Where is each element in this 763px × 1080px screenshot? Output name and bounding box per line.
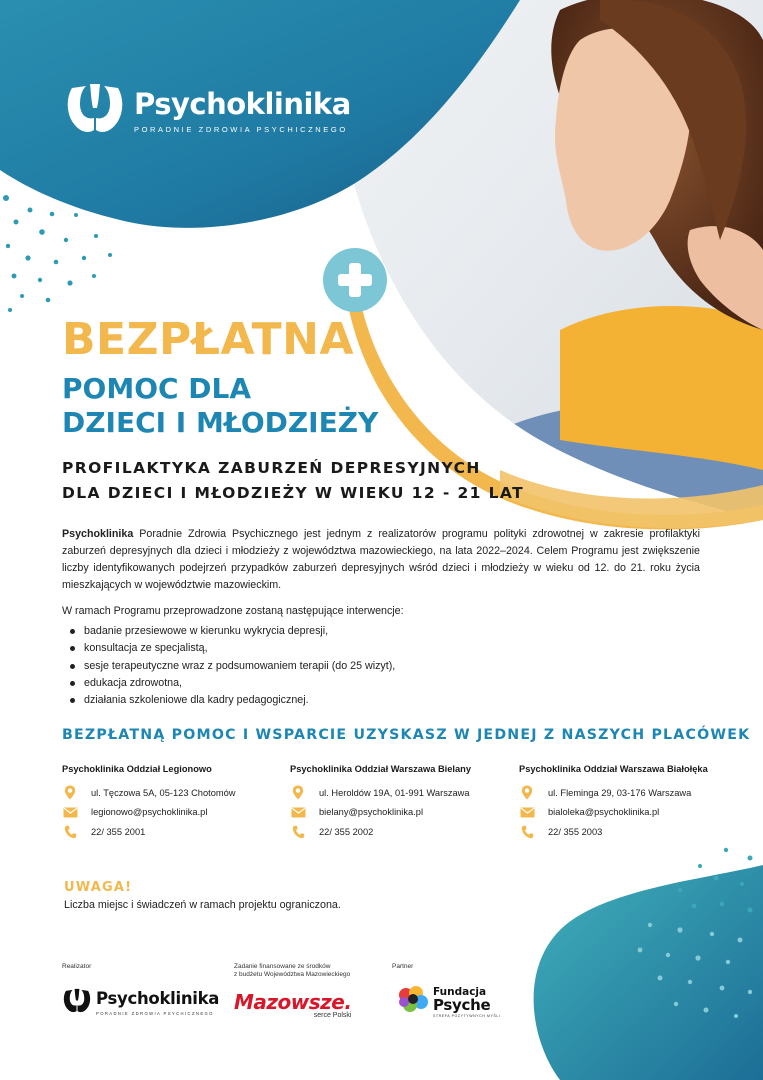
location-address: ul. Heroldów 19A, 01-991 Warszawa bbox=[319, 787, 470, 798]
plus-icon bbox=[323, 248, 387, 312]
location-email[interactable]: bialoleka@psychoklinika.pl bbox=[548, 807, 660, 818]
list-item: konsultacja ze specjalistą, bbox=[62, 640, 395, 657]
list-item: działania szkoleniowe dla kadry pedagogicznej. bbox=[62, 692, 395, 709]
intro-paragraph bbox=[62, 526, 700, 594]
location-phone-row bbox=[290, 822, 510, 842]
funding-label-line1: Zadanie finansowane ze środków bbox=[234, 963, 331, 970]
list-intro: W ramach Programu przeprowadzone zostaną następujące interwencje: bbox=[62, 605, 404, 617]
envelope-icon bbox=[519, 804, 535, 820]
list-item: badanie przesiewowe w kierunku wykrycia depresji, bbox=[62, 623, 395, 640]
mazowsze-logo-text: Mazowsze. bbox=[234, 990, 352, 1014]
interventions-list bbox=[62, 623, 395, 709]
subheadline bbox=[62, 456, 524, 506]
location-address: ul. Tęczowa 5A, 05-123 Chotomów bbox=[91, 787, 236, 798]
location-name: Psychoklinika Oddział Warszawa Białołęka bbox=[519, 764, 708, 774]
location-phone-row bbox=[62, 822, 282, 842]
location-email-row bbox=[62, 803, 282, 823]
realizator-label: Realizator bbox=[62, 963, 92, 970]
partner-label: Partner bbox=[392, 963, 414, 970]
location-phone-row bbox=[519, 822, 739, 842]
notice-title: UWAGA! bbox=[64, 880, 133, 895]
location-phone[interactable]: 22/ 355 2003 bbox=[548, 826, 603, 837]
phone-icon bbox=[290, 824, 306, 840]
realizator-logo-title: Psychoklinika bbox=[96, 989, 220, 1009]
partner-logo-line2: Psyche bbox=[433, 995, 491, 1014]
notice-text: Liczba miejsc i świadczeń w ramach projektu ograniczona. bbox=[64, 899, 341, 911]
realizator-logo[interactable] bbox=[62, 987, 219, 1020]
map-pin-icon bbox=[290, 785, 306, 801]
location-address-row bbox=[62, 783, 282, 803]
logo-subtitle: PORADNIE ZDROWIA PSYCHICZNEGO bbox=[134, 124, 348, 134]
fundacja-psyche-logo[interactable] bbox=[396, 985, 501, 1020]
location-name: Psychoklinika Oddział Legionowo bbox=[62, 764, 212, 774]
mazowsze-logo-subtitle: serce Polski bbox=[313, 1012, 352, 1019]
funding-label-line2: z budżetu Województwa Mazowieckiego bbox=[234, 971, 351, 978]
location-address: ul. Fleminga 29, 03-176 Warszawa bbox=[548, 787, 692, 798]
location-phone[interactable]: 22/ 355 2001 bbox=[91, 826, 146, 837]
list-item: edukacja zdrowotna, bbox=[62, 675, 395, 692]
location-email[interactable]: legionowo@psychoklinika.pl bbox=[91, 807, 208, 818]
map-pin-icon bbox=[62, 785, 78, 801]
partner-logo-subtitle: STREFA POZYTYWNYCH MYŚLI bbox=[433, 1013, 501, 1018]
psychoklinika-head-icon bbox=[64, 80, 126, 143]
envelope-icon bbox=[290, 804, 306, 820]
intro-text: Poradnie Zdrowia Psychicznego jest jednym z realizatorów programu polityki zdrowotnej w zakresie profilaktyki zaburzeń depresyjnych dla dzieci i młodzieży z województwa mazowieckiego, na lata 2022–2024. Celem Programu jest zwiększenie liczby identyfikowanych podejrzeń przypadków zaburzeń depresyjnych wśród dzieci i młodzieży w wieku od 12. do 21. roku życia mieszkających w województwie mazowieckim. bbox=[62, 528, 700, 591]
phone-icon bbox=[519, 824, 535, 840]
phone-icon bbox=[62, 824, 78, 840]
location-email-row bbox=[519, 803, 739, 823]
headline-help bbox=[62, 372, 378, 440]
headline-free: BEZPŁATNA bbox=[62, 314, 355, 365]
location-address-row bbox=[519, 783, 739, 803]
location-address-row bbox=[290, 783, 510, 803]
realizator-logo-subtitle: PORADNIE ZDROWIA PSYCHICZNEGO bbox=[96, 1010, 214, 1016]
location-name: Psychoklinika Oddział Warszawa Bielany bbox=[290, 764, 472, 774]
location-email-row bbox=[290, 803, 510, 823]
partner-logo-line1: Fundacja bbox=[433, 986, 487, 999]
headline-help-line2: DZIECI I MŁODZIEŻY bbox=[62, 406, 379, 439]
headline-help-line1: POMOC DLA bbox=[62, 372, 252, 405]
places-heading: BEZPŁATNĄ POMOC I WSPARCIE UZYSKASZ W JEDNEJ Z NASZYCH PLACÓWEK bbox=[62, 727, 751, 743]
colorful-head-icon bbox=[396, 985, 430, 1020]
map-pin-icon bbox=[519, 785, 535, 801]
intro-brand: Psychoklinika bbox=[62, 528, 134, 540]
location-legionowo bbox=[62, 764, 282, 842]
psychoklinika-head-icon bbox=[62, 987, 92, 1020]
location-bielany bbox=[290, 764, 510, 842]
mazowsze-logo[interactable] bbox=[234, 992, 351, 1019]
location-bialoleka bbox=[519, 764, 739, 842]
subheadline-line2: DLA DZIECI I MŁODZIEŻY W WIEKU 12 - 21 LAT bbox=[62, 484, 525, 502]
location-email[interactable]: bielany@psychoklinika.pl bbox=[319, 807, 424, 818]
logo-title: Psychoklinika bbox=[134, 86, 351, 121]
subheadline-line1: PROFILAKTYKA ZABURZEŃ DEPRESYJNYCH bbox=[62, 459, 481, 477]
list-item: sesje terapeutyczne wraz z podsumowaniem terapii (do 25 wizyt), bbox=[62, 658, 395, 675]
location-phone[interactable]: 22/ 355 2002 bbox=[319, 826, 374, 837]
psychoklinika-logo[interactable] bbox=[64, 80, 351, 143]
envelope-icon bbox=[62, 804, 78, 820]
funding-label bbox=[234, 963, 350, 979]
